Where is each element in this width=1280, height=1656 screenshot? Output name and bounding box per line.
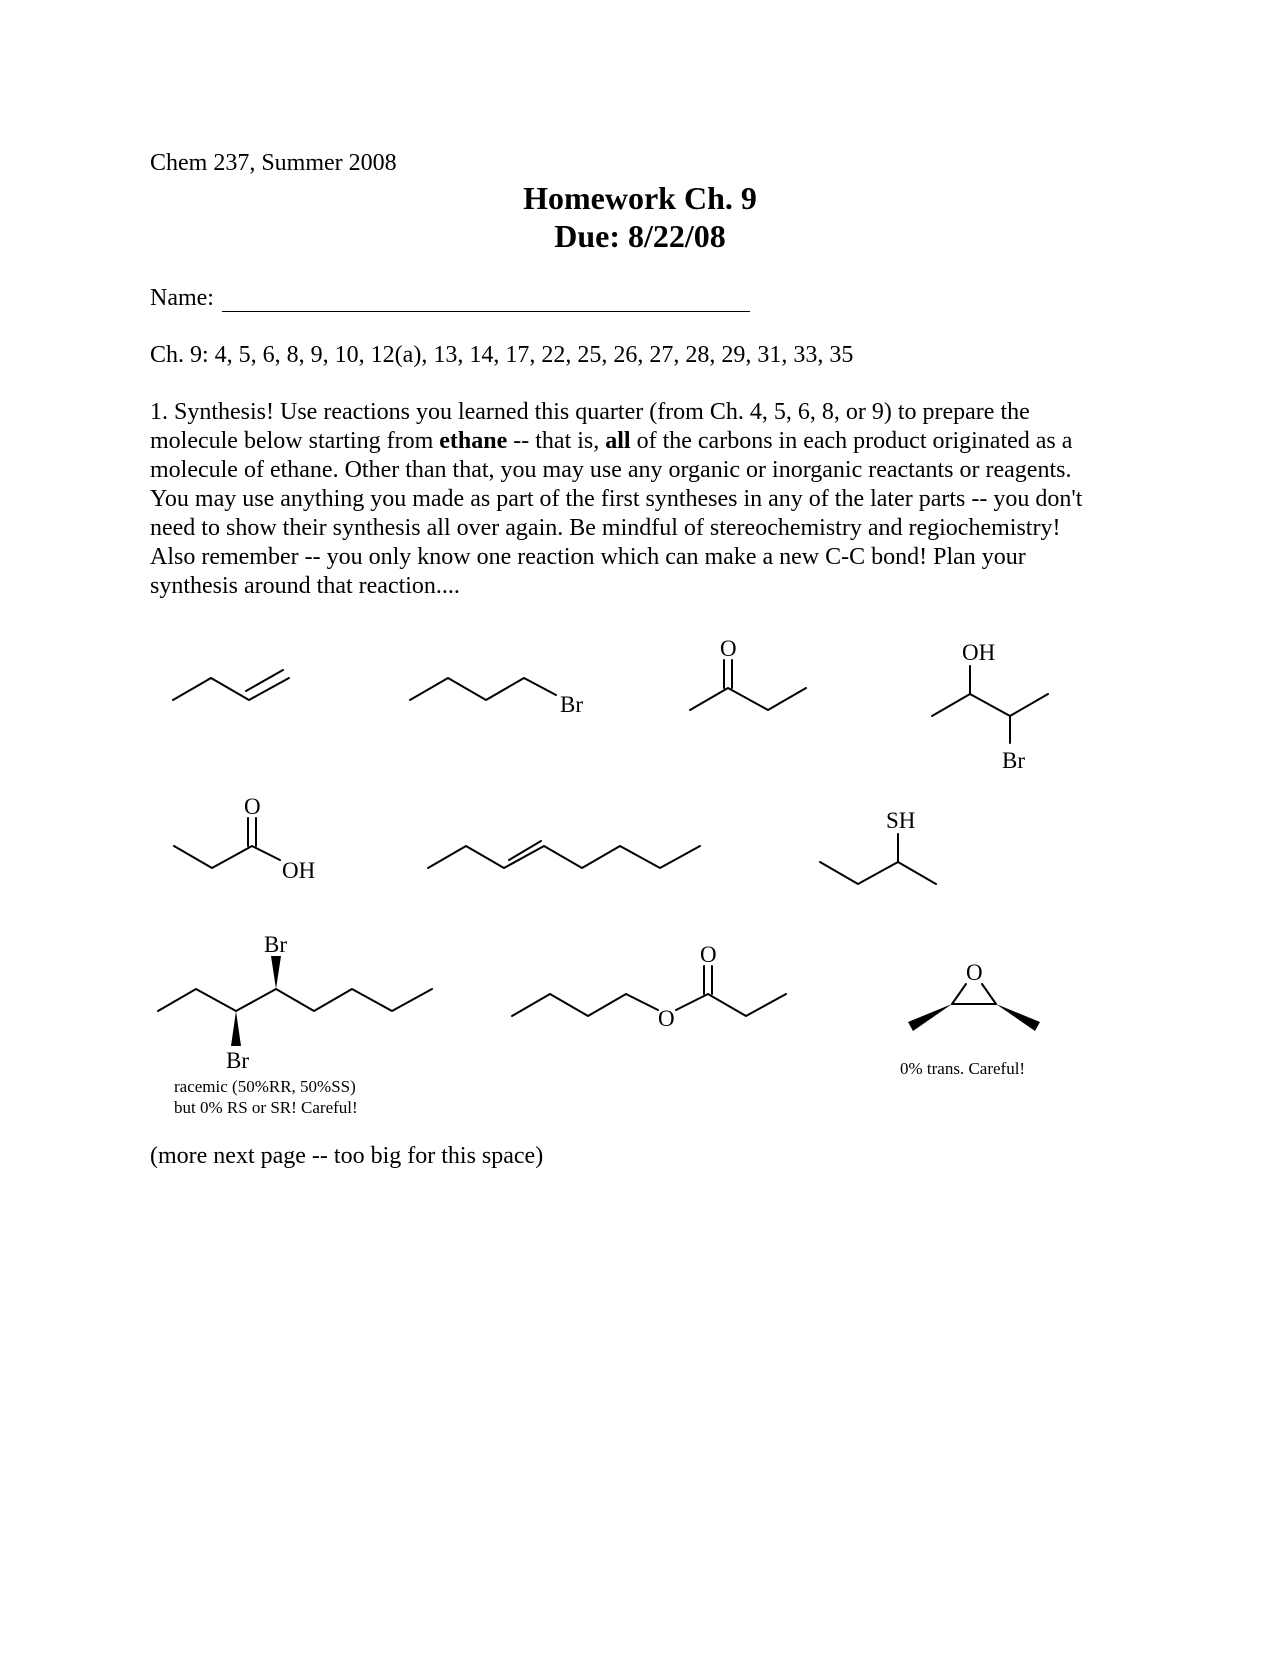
molecule-2-octene <box>428 841 700 868</box>
q1-line-6: Also remember -- you only know one reaction which can make a new C-C bond! Plan your <box>150 544 1026 570</box>
all-emphasis: all <box>605 428 631 454</box>
molecule-cis-epoxide <box>908 984 1040 1031</box>
page-title: Homework Ch. 9 <box>523 180 757 216</box>
molecule-1-butene <box>173 670 289 700</box>
atom-label-oh: OH <box>282 858 316 883</box>
q1-line-4: You may use anything you made as part of the first syntheses in any of the later parts -- you don't <box>150 486 1083 512</box>
atom-label-oh: OH <box>962 640 996 665</box>
note-epoxide: 0% trans. Careful! <box>900 1059 1026 1078</box>
atom-label-o: O <box>966 960 983 985</box>
atom-label-o: O <box>700 942 717 967</box>
molecule-2-butanone <box>690 660 806 710</box>
molecule-butyl-propanoate <box>512 966 786 1016</box>
q1-line-1: 1. Synthesis! Use reactions you learned this quarter (from Ch. 4, 5, 6, 8, or 9) to prepare the <box>150 399 1030 425</box>
note-racemic-line-1: racemic (50%RR, 50%SS) <box>174 1077 356 1096</box>
name-label: Name: <box>150 285 214 311</box>
molecule-2-butanethiol <box>820 834 936 884</box>
note-racemic-line-2: but 0% RS or SR! Careful! <box>174 1098 358 1117</box>
atom-label-br: Br <box>560 692 583 717</box>
atom-label-o: O <box>720 636 737 661</box>
q1-line-3: molecule of ethane. Other than that, you may use any organic or inorganic reactants or reagents. <box>150 457 1072 483</box>
ethane-emphasis: ethane <box>439 428 508 454</box>
molecule-3-4-dibromooctane <box>158 956 432 1046</box>
atom-label-o: O <box>244 794 261 819</box>
molecule-3-bromo-2-butanol <box>932 666 1048 743</box>
assigned-problems: Ch. 9: 4, 5, 6, 8, 9, 10, 12(a), 13, 14, 17, 22, 25, 26, 27, 28, 29, 31, 33, 35 <box>150 342 854 368</box>
q1-line-5: need to show their synthesis all over again. Be mindful of stereochemistry and regiochemistry! <box>150 515 1061 541</box>
due-date: Due: 8/22/08 <box>554 218 726 254</box>
footer-note: (more next page -- too big for this space) <box>150 1143 544 1169</box>
q1-line-2: molecule below starting from ethane -- that is, all of the carbons in each product originated as a <box>150 428 1073 454</box>
atom-label-br: Br <box>226 1048 249 1073</box>
q1-line-7: synthesis around that reaction.... <box>150 573 460 599</box>
molecule-propanoic-acid <box>174 818 280 868</box>
atom-label-o: O <box>658 1006 675 1031</box>
atom-label-br: Br <box>264 932 287 957</box>
molecule-1-bromobutane <box>410 678 556 700</box>
course-header: Chem 237, Summer 2008 <box>150 150 397 176</box>
atom-label-br: Br <box>1002 748 1025 773</box>
atom-label-sh: SH <box>886 808 916 833</box>
